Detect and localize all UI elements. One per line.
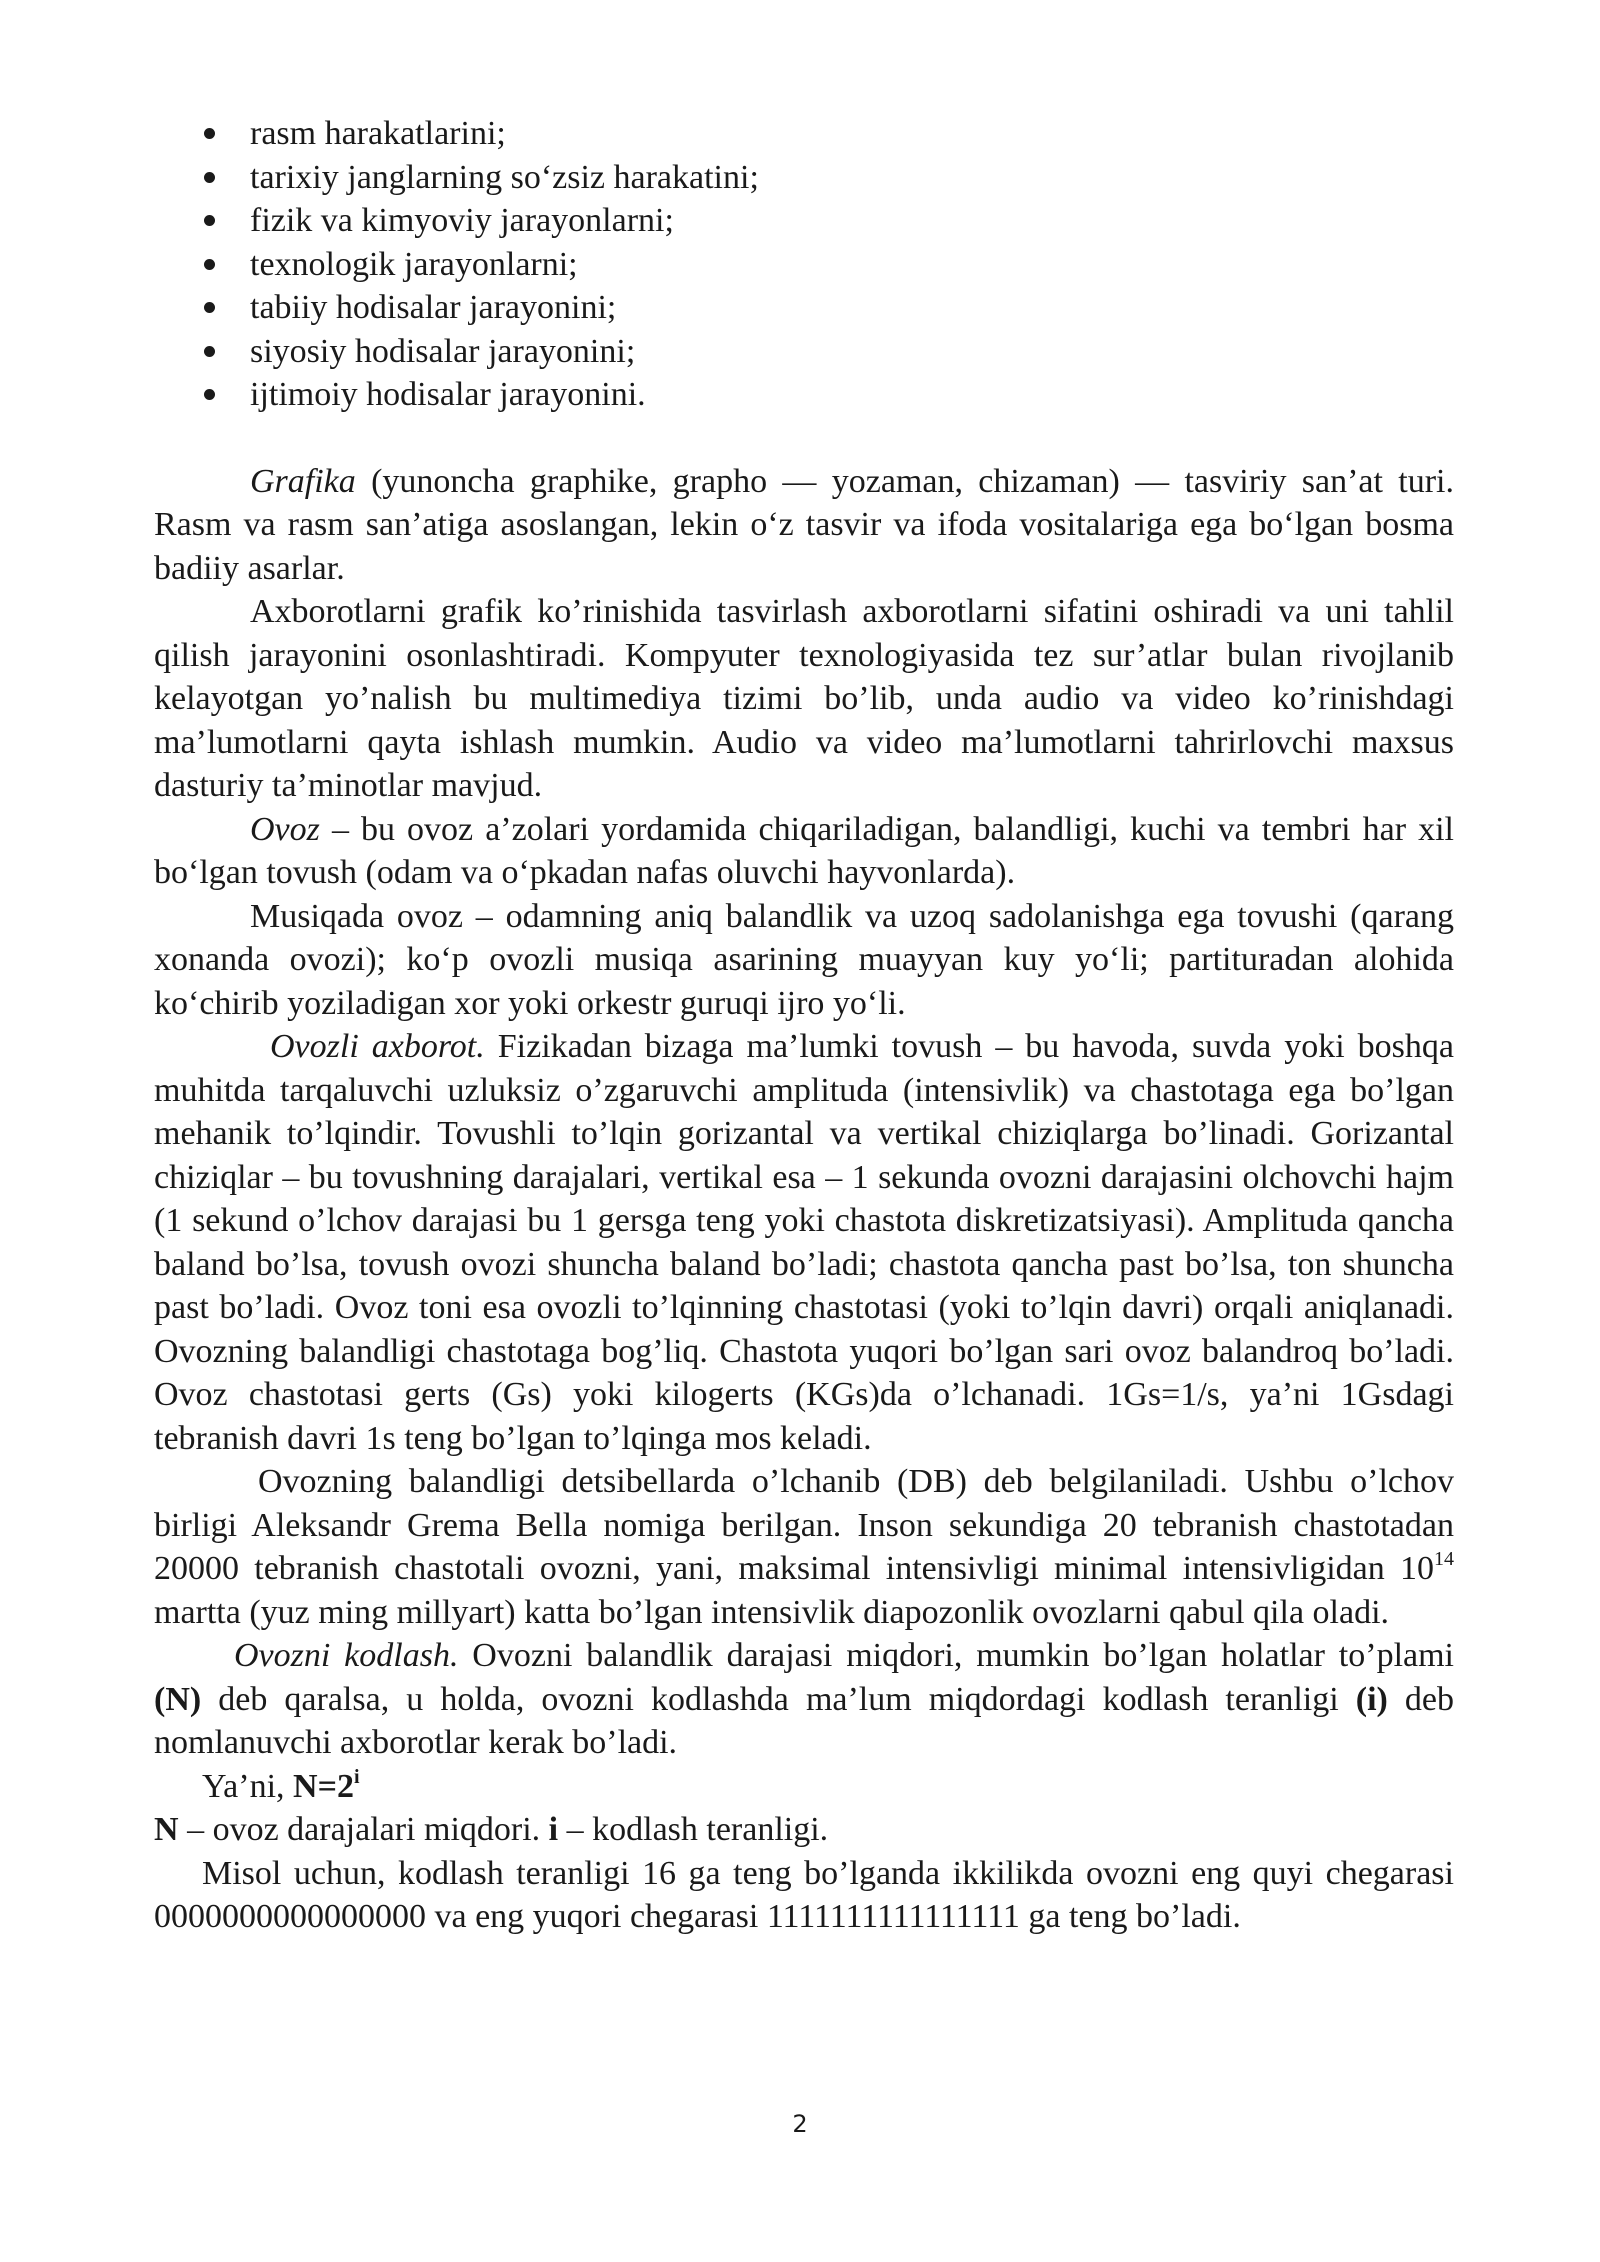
bullet-list xyxy=(154,112,1454,417)
bullet-icon xyxy=(204,346,215,357)
paragraph-musiqa: Musiqada ovoz – odamning aniq balandlik va uzoq sadolanishga ega tovushi (qarang xonanda ovozi); ko‘p ovozli musiqa asarining muayyan kuy yo‘li; partituradan alohida ko‘chirib yoziladigan xor yoki orkestr guruqi ijro yo‘li. xyxy=(154,897,1454,1022)
list-item: texnologik jarayonlarni; xyxy=(154,243,1454,287)
paragraph-kodlash: Ovozni kodlash. Ovozni balandlik darajasi miqdori, mumkin bo’lgan holatlar to’plami (N) deb qaralsa, u holda, ovozni kodlashda ma’lum miqdordagi kodlash teranligi (i) deb nomlanuvchi axborotlar kerak bo’ladi. xyxy=(154,1637,1455,1761)
paragraph-ovozli-axborot: Ovozli axborot. Fizikadan bizaga ma’lumki tovush – bu havoda, suvda yoki boshqa muhitda tarqaluvchi uzluksiz o’zgaruvchi amplituda (intensivlik) va chastotaga ega bo’lgan mehanik to’lqindir. Tovushli to’lqin gorizantal va vertikal chiziqlarga bo’linadi. Gorizantal chiziqlar – bu tovushning darajalari, vertikal esa – 1 sekunda ovozni darajasini olchovchi hajm (1 sekund o’lchov darajasi bu 1 gersga teng yoki chastota diskretizatsiyasi). Amplituda qancha baland bo’lsa, tovush ovozi shuncha baland bo’ladi; chastota qancha past bo’lsa, ton shuncha past bo’ladi. Ovoz toni esa ovozli to’lqinning chastotasi (yoki to’lqin davri) orqali aniqlanadi. Ovozning balandligi chastotaga bog’liq. Chastota yuqori bo’lgan sari ovoz balandroq bo’ladi. Ovoz chastotasi gerts (Gs) yoki kilogerts (KGs)da o’lchanadi. 1Gs=1/s, ya’ni 1Gsdagi tebranish davri 1s teng bo’lgan to’lqinga mos keladi. xyxy=(154,1028,1454,1457)
list-item: fizik va kimyoviy jarayonlarni; xyxy=(154,199,1454,243)
paragraph-axborotlar: Axborotlarni grafik ko’rinishida tasvirlash axborotlarni sifatini oshiradi va uni tahlil qilish jarayonini osonlashtiradi. Kompyuter texnologiyasida tez sur’atlar bulan rivojlanib kelayotgan yo’nalish bu multimediya tizimi bo’lib, unda audio va video ko’rinishdagi ma’lumotlarni qayta ishlash mumkin. Audio va video ma’lumotlarni tahrirlovchi maxsus dasturiy ta’minotlar mavjud. xyxy=(154,593,1454,804)
paragraph-detsibel: Ovozning balandligi detsibellarda o’lchanib (DB) deb belgilaniladi. Ushbu o’lchov birligi Aleksandr Grema Bella nomiga berilgan. Inson sekundiga 20 tebranish chastotadan 20000 tebranish chastotali ovozni, yani, maksimal intensivligi minimal intensivligidan $10^{14}$ martta (yuz ming millyart) katta bo’lgan intensivlik diapozonlik ovozlarni qabul qila oladi. xyxy=(154,1463,1454,1631)
legend-line: N – ovoz darajalari miqdori. i – kodlash teranligi. xyxy=(154,1811,829,1848)
page-number: 2 xyxy=(792,2110,808,2138)
term-ovoz: Ovoz xyxy=(250,810,320,848)
bullet-icon xyxy=(204,215,215,226)
term-grafika: Grafika xyxy=(250,462,356,500)
term-kodlash: Ovozni kodlash. xyxy=(234,1637,459,1674)
paragraph-grafika: Grafika (yunoncha graphike, grapho — yozaman, chizaman) — tasviriy san’at turi. Rasm va rasm san’atiga asoslangan, lekin o‘z tasvir va ifoda vositalariga ega bo‘lgan bosma badiiy asarlar. xyxy=(154,462,1454,587)
bullet-icon xyxy=(204,302,215,313)
bullet-icon xyxy=(204,389,215,400)
bullet-icon xyxy=(204,259,215,270)
list-item: ijtimoiy hodisalar jarayonini. xyxy=(154,373,1454,417)
bullet-icon xyxy=(204,128,215,139)
term-ovozli-axborot: Ovozli axborot. xyxy=(270,1028,485,1065)
paragraph-ovoz: Ovoz – bu ovoz a’zolari yordamida chiqariladigan, balandligi, kuchi va tembri har xil bo‘lgan tovush (odam va o‘pkadan nafas oluvchi hayvonlarda). xyxy=(154,810,1454,891)
bullet-icon xyxy=(204,172,215,183)
spacer xyxy=(154,417,1454,460)
exponent: 14 xyxy=(1434,1548,1454,1570)
formula: $N=2^i$ xyxy=(293,1765,360,1805)
paragraph-misol: Misol uchun, kodlash teranligi 16 ga teng bo’lganda ikkilikda ovozni eng quyi chegarasi 0000000000000000 va eng yuqori chegarasi 1111111111111111 ga teng bo’ladi. xyxy=(154,1854,1454,1935)
list-item: tabiiy hodisalar jarayonini; xyxy=(154,286,1454,330)
list-item: tarixiy janglarning so‘zsiz harakatini; xyxy=(154,156,1454,200)
list-item: siyosiy hodisalar jarayonini; xyxy=(154,330,1454,374)
list-item: rasm harakatlarini; xyxy=(154,112,1454,156)
formula-line: Ya’ni, $N=2^i$ xyxy=(202,1765,360,1805)
document-page xyxy=(154,112,1454,1939)
